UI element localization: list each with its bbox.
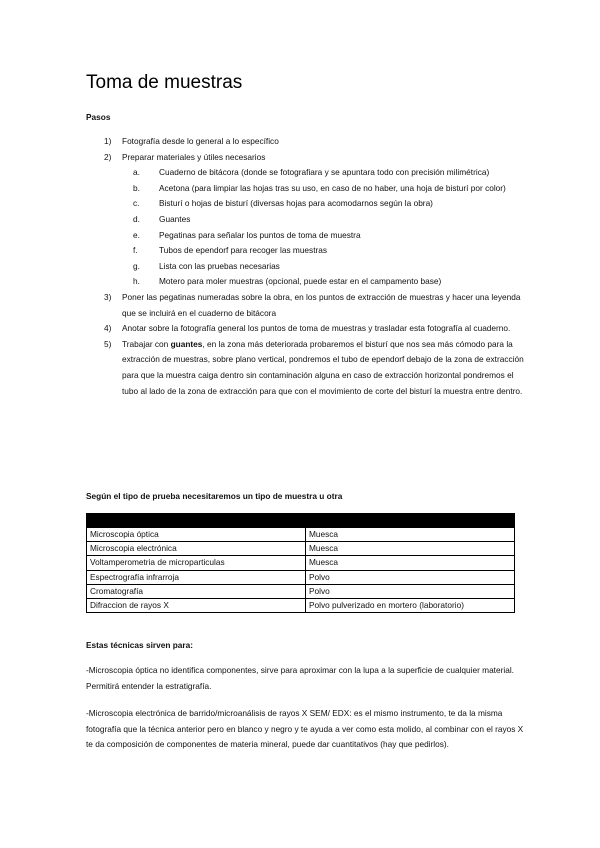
list-item: [90, 150, 525, 290]
sublist-text: Lista con las pruebas necesarias: [159, 260, 280, 271]
table-cell-muestra: Polvo: [306, 584, 515, 598]
table-cell-muestra: Polvo: [306, 570, 515, 584]
sublist-item: [122, 165, 525, 181]
sublist-item: [122, 259, 525, 275]
table-cell-prueba: Difraccion de rayos X: [87, 598, 306, 612]
table-cell-muestra: Muesca: [306, 556, 515, 570]
segun-heading: Según el tipo de prueba necesitaremos un tipo de muestra u otra: [86, 491, 343, 501]
sublist-letter: b.: [133, 182, 140, 193]
sublist-text: Guantes: [159, 213, 191, 224]
step-text-after: , en la zona más deteriorada probaremos el bisturí que nos sea más cómodo para la extracción de muestras, sobre plano vertical, pondremos el tubo de ependorf debajo de la zona de extracción para que la muestra caiga dentro sin contaminación alguna en caso de extracción horizontal pondremos el tubo al lado de la zona de extracción para que con el movimiento de corte del bisturí la muestra entre dentro.: [122, 338, 524, 396]
step-text-before: Trabajar con: [122, 338, 171, 349]
step-number: 1): [104, 136, 112, 146]
sublist-letter: a.: [133, 167, 140, 178]
sublist-item: [122, 228, 525, 244]
step-number: 5): [104, 338, 112, 349]
sublist-item: [122, 243, 525, 259]
materials-sublist: [122, 165, 525, 290]
sublist-letter: e.: [133, 229, 140, 240]
sublist-item: [122, 212, 525, 228]
step-number: 3): [104, 291, 112, 302]
step-text: Fotografía desde lo general a lo específico: [122, 136, 279, 146]
table-row: [87, 598, 515, 612]
list-item: [90, 321, 525, 337]
pasos-heading: Pasos: [86, 112, 111, 122]
table-cell-prueba: Voltamperometria de microparticulas: [87, 556, 306, 570]
sample-types-table: [86, 513, 515, 613]
sublist-text: Pegatinas para señalar los puntos de toma de muestra: [159, 229, 361, 240]
sublist-text: Cuaderno de bitácora (donde se fotografiara y se apuntara todo con precisión milimétrica): [159, 167, 490, 178]
table-header-row: [87, 514, 515, 528]
table-row: [87, 542, 515, 556]
step-text: Poner las pegatinas numeradas sobre la obra, en los puntos de extracción de muestras y hacer una leyenda que se incluirá en el cuaderno de bitácora: [122, 291, 521, 318]
sublist-letter: h.: [133, 276, 140, 287]
sublist-text: Bisturí o hojas de bisturí (diversas hojas para acomodarnos según la obra): [159, 198, 433, 209]
sublist-letter: d.: [133, 213, 140, 224]
step-text-bold: guantes: [170, 338, 203, 349]
table-header-cell: [87, 514, 306, 528]
table-cell-prueba: Espectrografía infrarroja: [87, 570, 306, 584]
sublist-item: [122, 196, 525, 212]
table-row: [87, 528, 515, 542]
steps-list: [90, 134, 525, 399]
sublist-item: [122, 274, 525, 290]
sublist-letter: c.: [133, 198, 140, 209]
paragraph-microscopia-electronica: -Microscopia electrónica de barrido/microanálisis de rayos X SEM/ EDX: es el mismo instrumento, te da la misma fotografía que la técnica anterior pero en blanco y negro y te ayuda a ver como esta molido, al combinar con el rayos X te da composición de componentes de materia mineral, puede dar cuantitativos (hay que pedirlos).: [86, 708, 524, 750]
sublist-text: Tubos de ependorf para recoger las muestras: [159, 245, 328, 256]
sublist-text: Acetona (para limpiar las hojas tras su uso, en caso de no haber, una hoja de bisturí por color): [159, 182, 506, 193]
step-number: 4): [104, 323, 112, 334]
sublist-item: [122, 181, 525, 197]
table-row: [87, 570, 515, 584]
table-row: [87, 556, 515, 570]
step-text: Anotar sobre la fotografía general los puntos de toma de muestras y trasladar esta fotografía al cuaderno.: [122, 323, 511, 334]
table-cell-prueba: Microscopia óptica: [87, 528, 306, 542]
paragraph-microscopia-optica: -Microscopia óptica no identifica componentes, sirve para aproximar con la lupa a la superficie de cualquier material. Permitirá entender la estratigrafía.: [86, 665, 514, 691]
table-cell-muestra: Polvo pulverizado en mortero (laboratorio): [306, 598, 515, 612]
table-header-cell: [306, 514, 515, 528]
list-item: [90, 337, 525, 399]
list-item: [90, 290, 525, 321]
table-cell-muestra: Muesca: [306, 542, 515, 556]
step-number: 2): [104, 151, 112, 162]
tecnicas-heading: Estas técnicas sirven para:: [86, 640, 193, 650]
table-cell-prueba: Microscopia electrónica: [87, 542, 306, 556]
page-title: Toma de muestras: [86, 72, 243, 93]
sublist-letter: g.: [133, 260, 140, 271]
table-row: [87, 584, 515, 598]
table-cell-muestra: Muesca: [306, 528, 515, 542]
list-item: [90, 134, 525, 150]
sublist-text: Motero para moler muestras (opcional, puede estar en el campamento base): [159, 276, 442, 287]
sublist-letter: f.: [133, 245, 138, 256]
step-text: Preparar materiales y útiles necesarios: [122, 151, 266, 162]
table-cell-prueba: Cromatografía: [87, 584, 306, 598]
